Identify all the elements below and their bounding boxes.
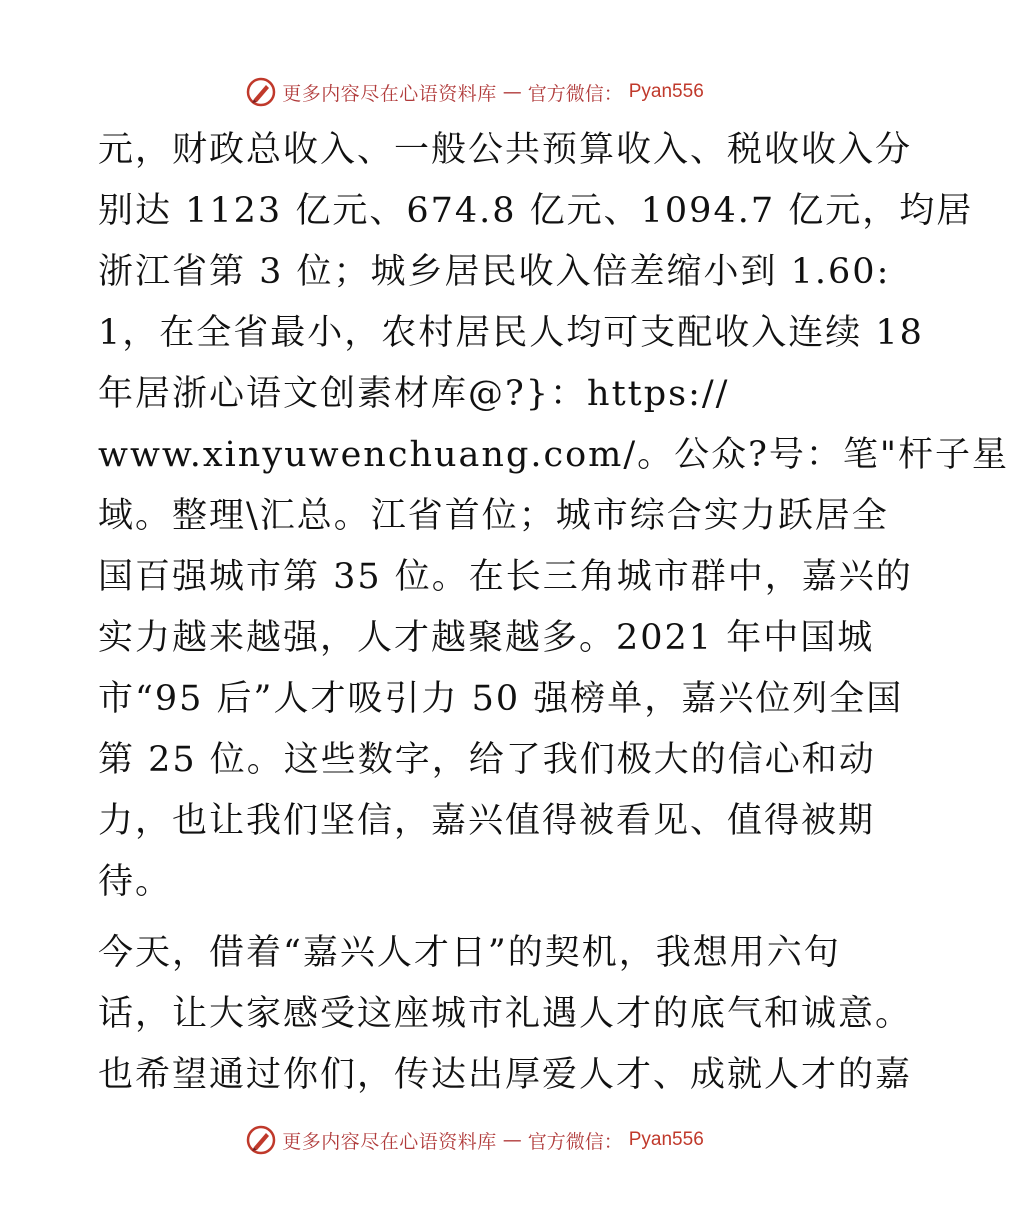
watermark-text: 更多内容尽在心语资料库 (282, 82, 497, 105)
text-line: 年居浙心语文创素材库@?}：https:// (98, 374, 730, 414)
text-line: 力，也让我们坚信，嘉兴值得被看见、值得被期 (98, 801, 876, 841)
paragraph-gap (98, 913, 868, 923)
paragraph (98, 120, 1009, 913)
watermark-wechat-id: Pyan556 (628, 81, 704, 102)
text-line: 第 25 位。这些数字，给了我们极大的信心和动 (98, 740, 876, 780)
header-watermark (0, 72, 950, 112)
document-body (98, 120, 1009, 1106)
pen-logo-icon (246, 1125, 276, 1155)
text-line: 今天，借着“嘉兴人才日”的契机，我想用六句 (98, 933, 841, 973)
text-line: 1，在全省最小，农村居民人均可支配收入连续 18 (98, 313, 924, 353)
watermark-separator: — (502, 81, 522, 103)
watermark-label: 官方微信： (527, 82, 623, 105)
text-line: 别达 1123 亿元、674.8 亿元、1094.7 亿元，均居 (98, 191, 974, 231)
text-line: 浙江省第 3 位；城乡居民收入倍差缩小到 1.60: (98, 252, 891, 292)
text-line: 域。整理\汇总。江省首位；城市综合实力跃居全 (98, 496, 889, 536)
text-line: www.xinyuwenchuang.com/。公众?号：笔"杆子星 (98, 435, 1009, 475)
footer-watermark (0, 1120, 950, 1160)
text-line: 实力越来越强，人才越聚越多。2021 年中国城 (98, 618, 875, 658)
watermark-text: 更多内容尽在心语资料库 (282, 1130, 497, 1153)
text-line: 市“95 后”人才吸引力 50 强榜单，嘉兴位列全国 (98, 679, 904, 719)
watermark-wechat-id: Pyan556 (628, 1129, 704, 1150)
text-line: 待。 (98, 862, 173, 902)
text-line: 也希望通过你们，传达出厚爱人才、成就人才的嘉 (98, 1055, 913, 1095)
watermark-separator: — (502, 1129, 522, 1151)
text-line: 元，财政总收入、一般公共预算收入、税收收入分 (98, 130, 913, 170)
text-line: 国百强城市第 35 位。在长三角城市群中，嘉兴的 (98, 557, 913, 597)
watermark-label: 官方微信： (527, 1130, 623, 1153)
pen-logo-icon (246, 77, 276, 107)
text-line: 话，让大家感受这座城市礼遇人才的底气和诚意。 (98, 994, 913, 1034)
paragraph (98, 923, 913, 1106)
